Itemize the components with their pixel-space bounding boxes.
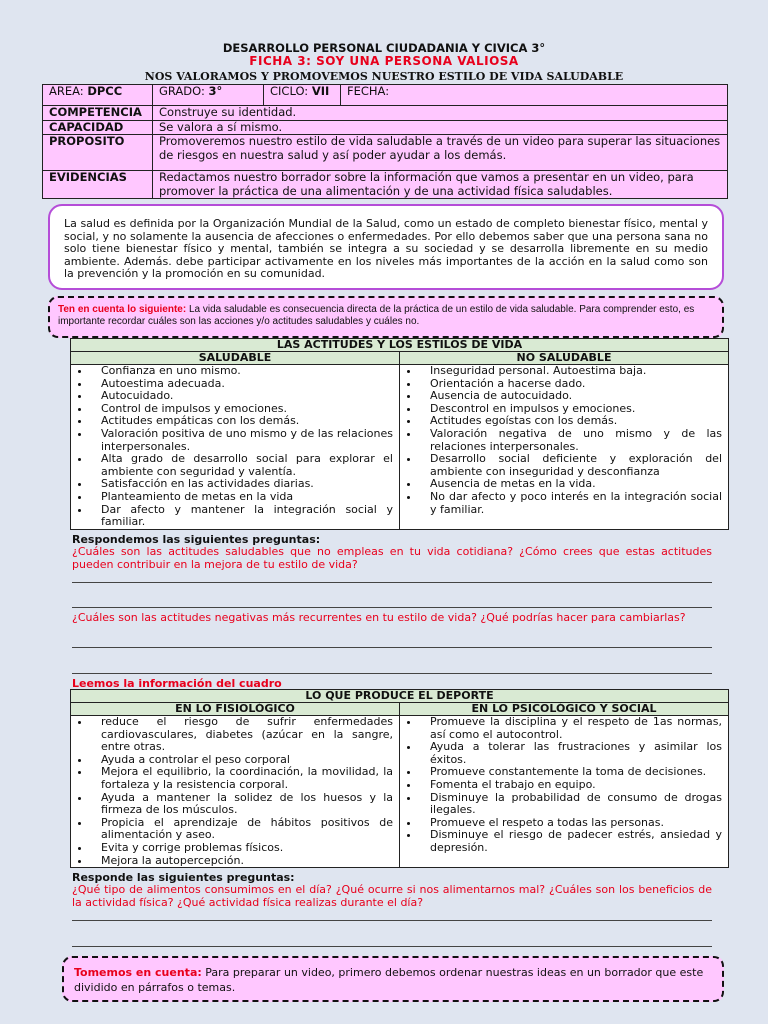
list-item: • Control de impulsos y emociones. bbox=[91, 403, 393, 416]
fisiologico-header: EN LO FISIOLÓGICO bbox=[71, 703, 400, 716]
fecha-label: FECHA: bbox=[347, 84, 390, 98]
no-saludable-cell bbox=[400, 365, 729, 530]
list-item: • Ayuda a mantener la solidez de los huesos y la firmeza de los músculos. bbox=[91, 792, 393, 817]
list-item: • Evita y corrige problemas físicos. bbox=[91, 842, 393, 855]
list-item: • Propicia el aprendizaje de hábitos positivos de alimentación y aseo. bbox=[91, 817, 393, 842]
evidencias-value: Redactamos nuestro borrador sobre la información que vamos a presentar en un video, para promover la práctica de una alimentación y de una actividad física saludables. bbox=[153, 171, 728, 199]
saludable-header: SALUDABLE bbox=[71, 352, 400, 365]
intro-text: La salud es definida por la Organización Mundial de la Salud, como un estado de completo bienestar físico, mental y social, y no solamente la ausencia de afecciones o enfermedades. Por ello debemos saber que una persona sana no solo tiene bienestar físico y mental, también se integra a su sociedad y se desarrolla libremente en su medio ambiente. Además. debe participar activamente en los niveles más importantes de la acción en la salud como son la prevención y la promoción en su comunidad. bbox=[64, 217, 708, 281]
grado-cell bbox=[153, 85, 264, 105]
intro-box bbox=[48, 204, 724, 290]
info-table bbox=[42, 84, 728, 199]
list-item: • Ayuda a tolerar las frustraciones y asimilar los éxitos. bbox=[420, 741, 722, 766]
questions1-title: Respondemos las siguientes preguntas: bbox=[72, 533, 321, 546]
list-item: • Desarrollo social deficiente y exploración del ambiente con inseguridad y desconfianza bbox=[420, 453, 722, 478]
list-item: • Confianza en uno mismo. bbox=[91, 365, 393, 378]
list-item: • Disminuye la probabilidad de consumo de drogas ilegales. bbox=[420, 792, 722, 817]
list-item: • Descontrol en impulsos y emociones. bbox=[420, 403, 722, 416]
list-item: • Disminuye el riesgo de padecer estrés, ansiedad y depresión. bbox=[420, 829, 722, 854]
list-item: • No dar afecto y poco interés en la integración social y familiar. bbox=[420, 491, 722, 516]
grado-label: GRADO: bbox=[159, 84, 205, 98]
note-lead: Ten en cuenta lo siguiente: bbox=[58, 304, 187, 315]
note-text: La vida saludable es consecuencia directa de la práctica de un estilo de vida saludable. Para comprender esto, es importante recordar cuáles son las acciones y/o actitudes saludables y cuáles no. bbox=[58, 304, 695, 327]
document-title: DESARROLLO PERSONAL CIUDADANIA Y CIVICA 3° bbox=[222, 41, 546, 55]
ciclo-label: CICLO: bbox=[270, 84, 309, 98]
psicologico-list bbox=[400, 716, 722, 855]
list-item: • Valoración negativa de uno mismo y de las relaciones interpersonales. bbox=[420, 428, 722, 453]
list-item: • Valoración positiva de uno mismo y de las relaciones interpersonales. bbox=[91, 428, 393, 453]
answer-line[interactable] bbox=[72, 582, 712, 583]
document-subtitle: NOS VALORAMOS Y PROMOVEMOS NUESTRO ESTILO DE VIDA SALUDABLE bbox=[144, 70, 624, 83]
list-item: • Ayuda a controlar el peso corporal bbox=[91, 754, 393, 767]
final-note-lead: Tomemos en cuenta: bbox=[74, 966, 202, 979]
question2: ¿Cuáles son las actitudes negativas más recurrentes en tu estilo de vida? ¿Qué podrías hacer para cambiarlas? bbox=[72, 611, 686, 624]
sport-table bbox=[70, 689, 729, 868]
list-item: • Inseguridad personal. Autoestima baja. bbox=[420, 365, 722, 378]
area-cell bbox=[43, 85, 153, 106]
no-saludable-list bbox=[400, 365, 722, 516]
fisiologico-list bbox=[71, 716, 393, 867]
list-item: • Orientación a hacerse dado. bbox=[420, 378, 722, 391]
answer-line[interactable] bbox=[72, 920, 712, 921]
sport-table-title: LO QUE PRODUCE EL DEPORTE bbox=[71, 690, 729, 703]
psicologico-cell bbox=[400, 716, 729, 868]
area-label: AREA: bbox=[49, 84, 84, 98]
ficha-title: FICHA 3: SOY UNA PERSONA VALIOSA bbox=[249, 54, 519, 68]
list-item: • Satisfacción en las actividades diarias. bbox=[91, 478, 393, 491]
list-item: • Ausencia de autocuidado. bbox=[420, 390, 722, 403]
competencia-value: Construye su identidad. bbox=[153, 106, 728, 121]
list-item: • Alta grado de desarrollo social para explorar el ambiente con seguridad y valentía. bbox=[91, 453, 393, 478]
capacidad-label: CAPACIDAD bbox=[43, 120, 153, 135]
proposito-value: Promoveremos nuestro estilo de vida saludable a través de un video para superar las situaciones de riesgos en nuestra salud y así poder ayudar a los demás. bbox=[153, 135, 728, 171]
question3: ¿Qué tipo de alimentos consumimos en el día? ¿Qué ocurre si nos alimentarnos mal? ¿Cuáles son los beneficios de la actividad física? ¿Qué actividad física realizas durante el día? bbox=[72, 883, 712, 909]
list-item: • Actitudes empáticas con los demás. bbox=[91, 415, 393, 428]
ciclo-value: VII bbox=[311, 84, 330, 98]
list-item: • Fomenta el trabajo en equipo. bbox=[420, 779, 722, 792]
list-item: • Mejora la autopercepción. bbox=[91, 855, 393, 868]
psicologico-header: EN LO PSICOLÓGICO Y SOCIAL bbox=[400, 703, 729, 716]
list-item: • Autocuidado. bbox=[91, 390, 393, 403]
no-saludable-header: NO SALUDABLE bbox=[400, 352, 729, 365]
answer-line[interactable] bbox=[72, 607, 712, 608]
attitudes-table bbox=[70, 338, 729, 530]
list-item: • Ausencia de metas en la vida. bbox=[420, 478, 722, 491]
list-item: • Promueve la disciplina y el respeto de 1as normas, así como el autocontrol. bbox=[420, 716, 722, 741]
note-box bbox=[48, 296, 724, 338]
grado-ciclo-fecha-cell bbox=[153, 85, 728, 106]
list-item: • Promueve el respeto a todas las personas. bbox=[420, 817, 722, 830]
question1: ¿Cuáles son las actitudes saludables que no empleas en tu vida cotidiana? ¿Cómo crees que estas actitudes pueden contribuir en la mejora de tu estilo de vida? bbox=[72, 545, 712, 571]
list-item: • Autoestima adecuada. bbox=[91, 378, 393, 391]
list-item: • Planteamiento de metas en la vida bbox=[91, 491, 393, 504]
list-item: • Mejora el equilibrio, la coordinación, la movilidad, la fortaleza y la resistencia corporal. bbox=[91, 766, 393, 791]
attitudes-table-title: LAS ACTITUDES Y LOS ESTILOS DE VIDA bbox=[71, 339, 729, 352]
proposito-label: PROPOSITO bbox=[43, 135, 153, 171]
area-value: DPCC bbox=[87, 84, 123, 98]
read-label: Leemos la información del cuadro bbox=[72, 677, 282, 690]
competencia-label: COMPETENCIA bbox=[43, 106, 153, 121]
final-note-box bbox=[62, 956, 724, 1002]
capacidad-value: Se valora a sí mismo. bbox=[153, 120, 728, 135]
list-item: • Dar afecto y mantener la integración social y familiar. bbox=[91, 504, 393, 529]
fisiologico-cell bbox=[71, 716, 400, 868]
answer-line[interactable] bbox=[72, 647, 712, 648]
ciclo-cell bbox=[264, 85, 341, 105]
answer-line[interactable] bbox=[72, 673, 712, 674]
final-note-text: Para preparar un video, primero debemos ordenar nuestras ideas en un borrador que este dividido en párrafos o temas. bbox=[74, 966, 704, 994]
answer-line[interactable] bbox=[72, 946, 712, 947]
list-item: • Promueve constantemente la toma de decisiones. bbox=[420, 766, 722, 779]
fecha-cell bbox=[341, 85, 395, 105]
saludable-list bbox=[71, 365, 393, 529]
evidencias-label: EVIDENCIAS bbox=[43, 171, 153, 199]
grado-value: 3° bbox=[208, 84, 223, 98]
saludable-cell bbox=[71, 365, 400, 530]
list-item: • reduce el riesgo de sufrir enfermedades cardiovasculares, diabetes (azúcar en la sangre, entre otras. bbox=[91, 716, 393, 754]
list-item: • Actitudes egoístas con los demás. bbox=[420, 415, 722, 428]
questions2-title: Responde las siguientes preguntas: bbox=[72, 871, 295, 884]
